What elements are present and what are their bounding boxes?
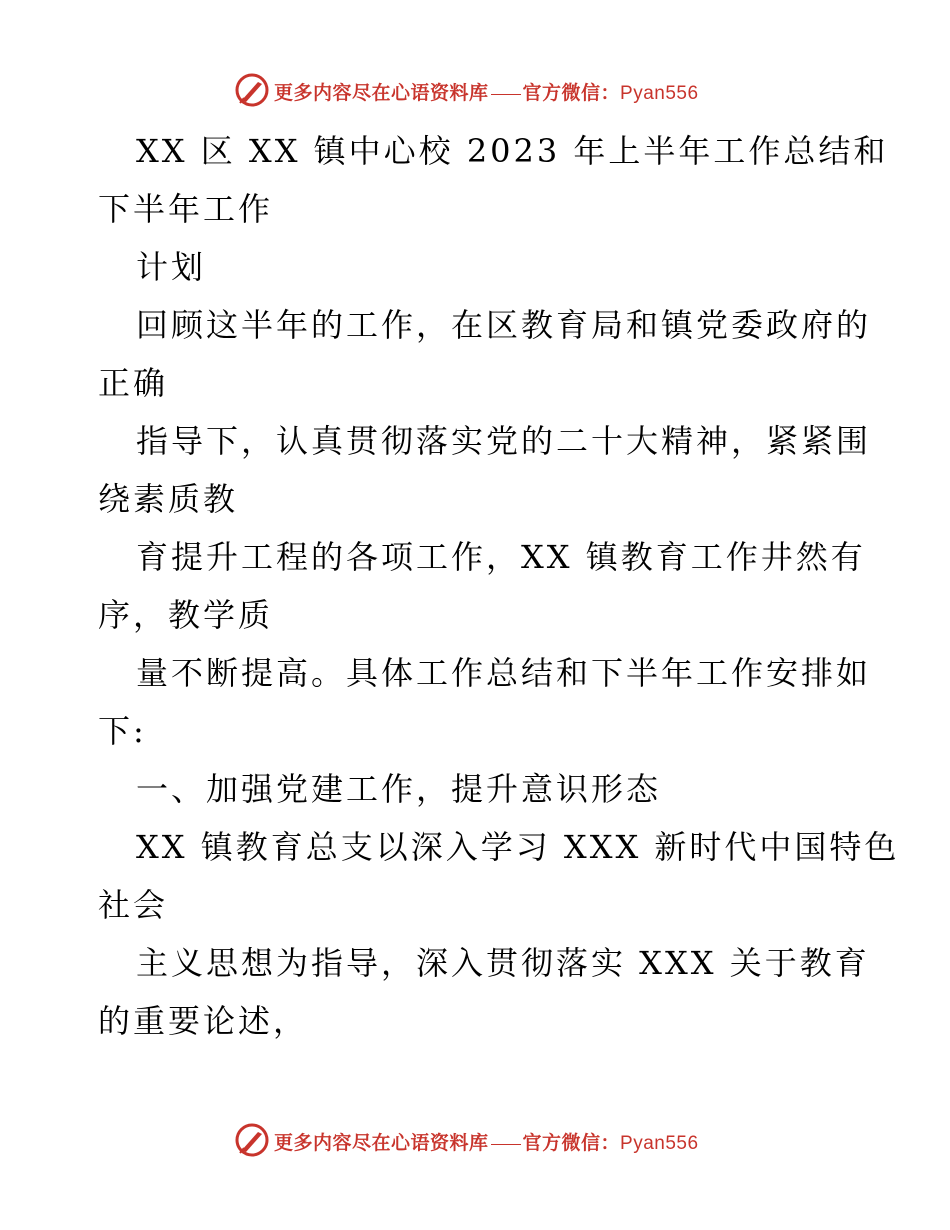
document-line: 指导下，认真贯彻落实党的二十大精神，紧紧围	[136, 422, 872, 460]
quill-pen-circle-icon	[234, 1122, 270, 1158]
watermark-main: 更多内容尽在心语资料库	[274, 1132, 489, 1154]
watermark-main: 更多内容尽在心语资料库	[274, 82, 489, 104]
watermark-wechat-id: Pyan556	[620, 1133, 699, 1154]
document-line: 主义思想为指导，深入贯彻落实 XXX 关于教育	[136, 944, 870, 982]
document-line: 社会	[98, 886, 169, 924]
document-line: 育提升工程的各项工作，XX 镇教育工作井然有	[136, 538, 866, 576]
watermark-wechat-id: Pyan556	[620, 83, 699, 104]
watermark-banner-bottom	[0, 1120, 950, 1160]
watermark-dash	[491, 1144, 521, 1145]
document-line: 绕素质教	[98, 480, 239, 518]
document-line: XX 镇教育总支以深入学习 XXX 新时代中国特色	[136, 828, 900, 866]
watermark-text	[274, 78, 699, 105]
watermark-text	[274, 1128, 699, 1155]
quill-pen-circle-icon	[234, 72, 270, 108]
document-line: 的重要论述，	[98, 1002, 309, 1040]
watermark-official: 官方微信：	[522, 82, 621, 104]
watermark-official: 官方微信：	[522, 1132, 621, 1154]
watermark-dash	[491, 94, 521, 95]
watermark-banner-top	[0, 70, 950, 110]
document-line: XX 区 XX 镇中心校 2023 年上半年工作总结和	[136, 132, 889, 170]
document-line: 量不断提高。具体工作总结和下半年工作安排如	[136, 654, 872, 692]
document-body	[98, 122, 900, 1050]
document-line: 回顾这半年的工作，在区教育局和镇党委政府的	[136, 306, 872, 344]
document-line: 正确	[98, 364, 169, 402]
document-line: 序，教学质	[98, 596, 274, 634]
document-line: 下半年工作	[98, 190, 274, 228]
document-line: 计划	[136, 248, 207, 286]
document-line: 下:	[98, 712, 147, 750]
document-line: 一、加强党建工作，提升意识形态	[136, 770, 662, 808]
